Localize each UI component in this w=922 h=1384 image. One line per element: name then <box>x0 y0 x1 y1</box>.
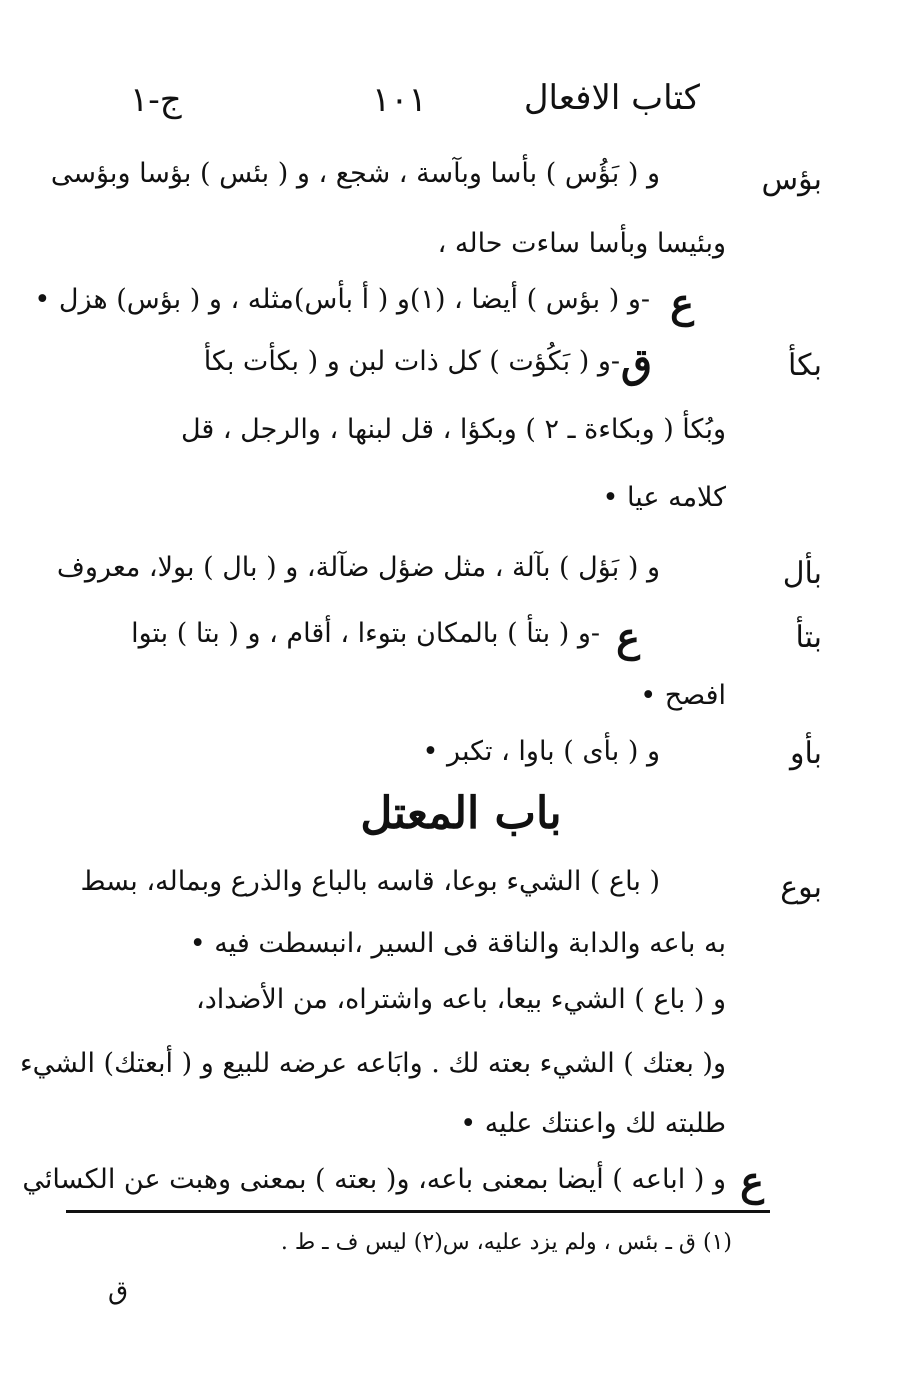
entry-line: و ( بَؤل ) بآلة ، مثل ضؤل ضآلة، و ( بال ) بولا، معروف <box>56 552 660 583</box>
running-head-title: كتاب الافعال <box>523 78 700 118</box>
entry-line: وبُكأ ( وبكاءة ـ ٢ ) وبكؤا ، قل لبنها ، والرجل ، قل <box>180 414 726 445</box>
volume-part: ج-١ <box>130 80 182 120</box>
headword-bus: بؤس <box>761 162 822 197</box>
headword-baaw: بأو <box>790 736 822 771</box>
chapter-heading: باب المعتل <box>360 788 562 839</box>
headword-bakaa: بكأ <box>787 348 822 383</box>
footnote-rule <box>66 1210 770 1213</box>
headword-aal: بأل <box>782 556 822 591</box>
entry-line: -و ( بَكُؤت ) كل ذات لبن و ( بكأت بكأ <box>203 346 620 377</box>
entry-line: -و ( بؤس ) أيضا ، (١)و ( أ بأس)مثله ، و ( بؤس) هزل • <box>34 284 650 315</box>
entry-line: و ( باع ) الشيء بيعا، باعه واشتراه، من الأضداد، <box>196 984 726 1015</box>
entry-line: افصح • <box>640 680 726 711</box>
source-marker-qaf: ق <box>620 340 652 387</box>
entry-line: و ( اباعه ) أيضا بمعنى باعه، و( بعته ) بمعنى وهبت عن الكسائي <box>22 1164 726 1195</box>
signature-mark: ق <box>108 1276 129 1306</box>
source-marker-ain: ع <box>616 614 640 661</box>
entry-line: و ( بأى ) باوا ، تكبر • <box>422 736 660 767</box>
entry-line: و ( بَؤُس ) بأسا وبآسة ، شجع ، و ( بئس ) بؤسا وبؤسى <box>50 158 660 189</box>
page-number: ١٠١ <box>372 80 427 120</box>
entry-line: كلامه عيا • <box>602 482 726 513</box>
source-marker-ain: ع <box>740 1158 764 1205</box>
source-marker-ain: ع <box>670 280 694 327</box>
entry-line: به باعه والدابة والناقة فى السير ،انبسطت فيه • <box>189 928 726 959</box>
headword-baa: بوع <box>780 870 822 905</box>
footnote: (١) ق ـ بئس ، ولم يزد عليه، س(٢) ليس ف ـ ط . <box>280 1230 732 1255</box>
entry-line: -و ( بتأ ) بالمكان بتوءا ، أقام ، و ( بتا ) بتوا <box>131 618 600 649</box>
entry-line: طلبته لك واعنتك عليه • <box>460 1108 726 1139</box>
entry-line: وبئيسا وبأسا ساءت حاله ، <box>437 228 726 259</box>
headword-bataa: بتأ <box>795 620 822 655</box>
entry-line: و( بعتك ) الشيء بعته لك . وابَاعه عرضه للبيع و ( أبعتك) الشيء <box>19 1048 726 1079</box>
entry-line: ( باع ) الشيء بوعا، قاسه بالباع والذرع وبماله، بسط <box>80 866 660 897</box>
